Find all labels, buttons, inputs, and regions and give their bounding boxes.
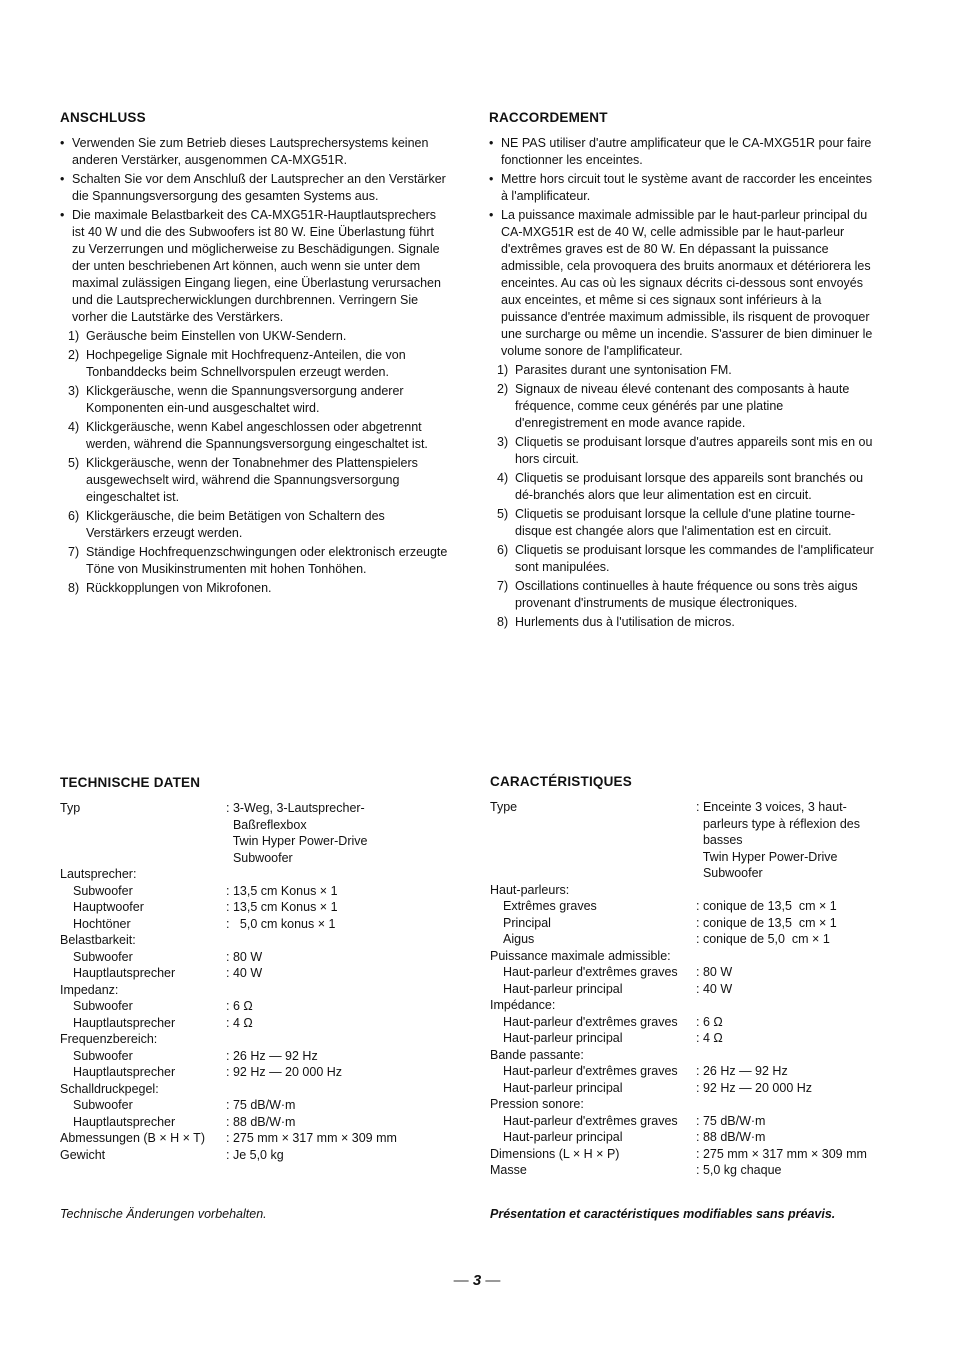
spec-row (490, 799, 890, 816)
spec-value: Twin Hyper Power-Drive (226, 834, 368, 848)
page-number-value: 3 (472, 1272, 482, 1289)
spec-row (60, 866, 460, 883)
anschluss-bullets (60, 135, 448, 326)
spec-row (490, 1063, 890, 1080)
spec-row (490, 865, 890, 882)
list-item (60, 455, 448, 506)
spec-row (490, 1096, 890, 1113)
spec-value: : 40 W (226, 966, 263, 980)
spec-row (60, 998, 460, 1015)
spec-value: : 3-Weg, 3-Lautsprecher- (226, 801, 365, 815)
spec-row (60, 833, 460, 850)
spec-row (490, 931, 890, 948)
spec-row (60, 1114, 460, 1131)
spec-label (490, 849, 696, 866)
spec-note: Présentation et caractéristiques modifiables sans préavis. (490, 1207, 836, 1221)
spec-row (490, 1080, 890, 1097)
spec-row (490, 882, 890, 899)
spec-value: : 6 Ω (226, 999, 253, 1013)
item-text: Klickgeräusche, wenn die Spannungsversorgung anderer Komponenten ein-und ausgeschaltet wird. (86, 384, 404, 415)
spec-row (490, 1030, 890, 1047)
spec-row (60, 1081, 460, 1098)
spec-label (490, 865, 696, 882)
spec-value (226, 932, 460, 949)
spec-value: : Enceinte 3 voices, 3 haut- (696, 800, 847, 814)
spec-value: : conique de 13,5 cm × 1 (696, 915, 837, 930)
spec-value: : Je 5,0 kg (226, 1147, 284, 1162)
item-text: Ständige Hochfrequenzschwingungen oder elektronisch erzeugte Töne von Musikinstrumenten mit hohen Tonhöhen. (86, 545, 448, 576)
spec-label (60, 833, 226, 850)
spec-value: Baßreflexbox (226, 817, 307, 832)
anschluss-numbered-list (60, 328, 448, 597)
spec-label: Schalldruckpegel: (60, 1081, 159, 1096)
raccordement-numbered-list (489, 362, 877, 631)
list-item (489, 362, 877, 379)
spec-row (490, 832, 890, 849)
spec-value: : 4 Ω (696, 1031, 723, 1045)
spec-label: Impédance: (490, 998, 556, 1012)
spec-label (60, 850, 226, 867)
spec-row (60, 982, 460, 999)
spec-label: Abmessungen (B × H × T) (60, 1131, 205, 1145)
spec-row (60, 1097, 460, 1114)
spec-row (60, 1015, 460, 1032)
list-item (60, 328, 448, 345)
spec-row (60, 800, 460, 817)
spec-row (490, 948, 890, 965)
item-text: Hurlements dus à l'utilisation de micros. (515, 615, 735, 629)
spec-value: : 75 dB/W·m (226, 1098, 296, 1112)
page-number (0, 1272, 954, 1289)
spec-value: : 88 dB/W·m (226, 1114, 296, 1129)
list-item: • NE PAS utiliser d'autre amplificateur que le CA-MXG51R pour faire fonctionner les enceintes. (489, 135, 877, 169)
caracteristiques-section (490, 774, 890, 1221)
item-number: 4) (497, 471, 509, 485)
page-dash-right: — (485, 1272, 501, 1289)
item-number: 3) (497, 435, 509, 449)
spec-label (490, 816, 696, 833)
item-number: 3) (68, 384, 80, 398)
spec-value: : 26 Hz — 92 Hz (696, 1064, 788, 1078)
anschluss-section (60, 110, 448, 599)
spec-value: : conique de 13,5 cm × 1 (696, 899, 837, 913)
item-text: Geräusche beim Einstellen von UKW-Sendern. (86, 329, 347, 343)
list-item (489, 470, 877, 504)
item-number: 6) (497, 543, 509, 557)
spec-value: : 80 W (226, 949, 263, 964)
list-item: • Verwenden Sie zum Betrieb dieses Lautsprechersystems keinen anderen Verstärker, ausgenommen CA-MXG51R. (60, 135, 448, 169)
spec-value: Twin Hyper Power-Drive (696, 849, 838, 864)
item-text: Cliquetis se produisant lorsque la cellule d'une platine tourne-disque est changée alors que l'alimentation est en circuit. (515, 507, 856, 538)
spec-value: : 92 Hz — 20 000 Hz (696, 1080, 813, 1095)
spec-label: Principal (503, 915, 551, 930)
spec-value: : 80 W (696, 965, 733, 979)
spec-label: Subwoofer (73, 1098, 133, 1112)
spec-label: Haut-parleur principal (503, 981, 623, 996)
spec-value: : 40 W (696, 981, 733, 996)
list-item (60, 347, 448, 381)
spec-label: Bande passante: (490, 1047, 584, 1062)
spec-label: Hauptwoofer (73, 900, 144, 914)
spec-row (490, 1162, 890, 1179)
spec-label: Hauptlautsprecher (73, 1065, 176, 1079)
item-number: 5) (497, 507, 509, 521)
spec-label (490, 832, 696, 849)
spec-value: : 5,0 cm konus × 1 (226, 916, 336, 931)
spec-row (490, 997, 890, 1014)
spec-value: : 13,5 cm Konus × 1 (226, 900, 338, 914)
spec-value: : 4 Ω (226, 1015, 253, 1030)
spec-value: Subwoofer (696, 866, 763, 880)
list-item (60, 419, 448, 453)
spec-label: Lautsprecher: (60, 867, 137, 881)
spec-label: Hauptlautsprecher (73, 966, 176, 980)
item-number: 7) (68, 545, 80, 559)
spec-label: Impedanz: (60, 982, 119, 997)
spec-row (490, 915, 890, 932)
spec-value: : 275 mm × 317 mm × 309 mm (696, 1146, 867, 1161)
spec-row (60, 850, 460, 867)
list-item (60, 544, 448, 578)
item-number: 8) (497, 615, 509, 629)
item-text: Signaux de niveau élevé contenant des composants à haute fréquence, comme ceux générés par une platine d'enregistrement en mode avance rapide. (515, 382, 850, 430)
item-number: 4) (68, 420, 80, 434)
caracteristiques-heading: CARACTÉRISTIQUES (490, 774, 632, 789)
item-text: Cliquetis se produisant lorsque les commandes de l'amplificateur sont manipulées. (515, 543, 874, 574)
item-number: 1) (497, 363, 509, 377)
spec-label: Haut-parleur principal (503, 1130, 623, 1144)
spec-row (490, 849, 890, 866)
spec-value (696, 1047, 890, 1064)
spec-label: Belastbarkeit: (60, 933, 136, 947)
raccordement-heading: RACCORDEMENT (489, 110, 608, 125)
spec-row (490, 1113, 890, 1130)
spec-label: Pression sonore: (490, 1097, 584, 1111)
spec-label: Gewicht (60, 1147, 106, 1162)
spec-value: : 26 Hz — 92 Hz (226, 1048, 318, 1063)
spec-value (226, 982, 460, 999)
item-number: 2) (68, 348, 80, 362)
list-item (489, 578, 877, 612)
spec-row (490, 1014, 890, 1031)
list-item: • Mettre hors circuit tout le système avant de raccorder les enceintes à l'amplificateur. (489, 171, 877, 205)
spec-row (60, 883, 460, 900)
item-number: 1) (68, 329, 80, 343)
spec-label: Subwoofer (73, 949, 133, 964)
spec-label: Aigus (503, 932, 535, 946)
list-item (489, 542, 877, 576)
item-number: 6) (68, 509, 80, 523)
spec-value: parleurs type à réflexion des (696, 816, 860, 831)
item-text: Cliquetis se produisant lorsque d'autres appareils sont mis en ou hors circuit. (515, 435, 873, 466)
spec-row (490, 898, 890, 915)
item-number: 5) (68, 456, 80, 470)
item-text: Hochpegelige Signale mit Hochfrequenz-Anteilen, die von Tonbanddecks beim Schnellvorspulen erzeugt werden. (86, 348, 406, 379)
list-item (489, 381, 877, 432)
spec-row (60, 899, 460, 916)
spec-value (226, 1031, 460, 1048)
item-number: 2) (497, 382, 509, 396)
spec-value: : 6 Ω (696, 1014, 723, 1029)
spec-label: Extrêmes graves (503, 899, 597, 913)
item-text: Cliquetis se produisant lorsque des appareils sont branchés ou dé-branchés alors que leur alimentation est en circuit. (515, 471, 864, 502)
spec-value: : 75 dB/W·m (696, 1113, 766, 1128)
spec-value (226, 866, 460, 883)
spec-value: : 88 dB/W·m (696, 1130, 766, 1144)
spec-table (60, 800, 460, 1163)
spec-value: : 92 Hz — 20 000 Hz (226, 1065, 343, 1079)
item-number: 8) (68, 581, 80, 595)
list-item (489, 506, 877, 540)
spec-row (60, 949, 460, 966)
anschluss-heading: ANSCHLUSS (60, 110, 146, 125)
spec-label: Typ (60, 801, 81, 815)
spec-label: Haut-parleur principal (503, 1080, 623, 1095)
spec-label: Haut-parleur d'extrêmes graves (503, 1064, 678, 1078)
spec-table (490, 799, 890, 1179)
spec-label: Type (490, 800, 518, 814)
spec-label: Haut-parleur d'extrêmes graves (503, 1014, 678, 1029)
spec-row (60, 932, 460, 949)
spec-label: Hauptlautsprecher (73, 1114, 176, 1129)
spec-label: Haut-parleurs: (490, 882, 570, 897)
spec-row (490, 981, 890, 998)
raccordement-bullets (489, 135, 877, 360)
spec-value: : 5,0 kg chaque (696, 1163, 782, 1177)
spec-row (490, 964, 890, 981)
spec-label: Subwoofer (73, 883, 133, 898)
spec-label: Frequenzbereich: (60, 1032, 158, 1046)
item-text: Oscillations continuelles à haute fréquence ou sons très aigus provenant d'instruments de musique électroniques. (515, 579, 858, 610)
spec-row (60, 1031, 460, 1048)
item-text: Klickgeräusche, wenn Kabel angeschlossen oder abgetrennt werden, während die Spannungsversorgung eingeschaltet ist. (86, 420, 428, 451)
spec-row (490, 1129, 890, 1146)
list-item: • Schalten Sie vor dem Anschluß der Lautsprecher an den Verstärker die Spannungsversorgung des gesamten Systems aus. (60, 171, 448, 205)
spec-label: Subwoofer (73, 999, 133, 1013)
spec-row (490, 1047, 890, 1064)
spec-row (60, 817, 460, 834)
spec-row (60, 916, 460, 933)
spec-row (60, 1147, 460, 1164)
spec-label: Hauptlautsprecher (73, 1015, 176, 1030)
technische-daten-section (60, 775, 460, 1221)
list-item (489, 434, 877, 468)
list-item (60, 383, 448, 417)
spec-row (490, 1146, 890, 1163)
spec-value: basses (696, 833, 743, 847)
spec-value (696, 1096, 890, 1113)
list-item (489, 614, 877, 631)
spec-label: Hochtöner (73, 916, 131, 931)
item-text: Rückkopplungen von Mikrofonen. (86, 581, 272, 595)
spec-value: : 275 mm × 317 mm × 309 mm (226, 1131, 397, 1145)
spec-row (60, 965, 460, 982)
spec-value: Subwoofer (226, 850, 293, 865)
spec-label: Dimensions (L × H × P) (490, 1146, 620, 1161)
spec-label: Puissance maximale admissible: (490, 948, 671, 963)
spec-value (696, 882, 890, 899)
technische-daten-heading: TECHNISCHE DATEN (60, 775, 201, 790)
spec-label (60, 817, 226, 834)
spec-value (696, 948, 890, 965)
spec-value: : 13,5 cm Konus × 1 (226, 883, 338, 898)
spec-value (696, 997, 890, 1014)
spec-value: : conique de 5,0 cm × 1 (696, 932, 830, 946)
spec-label: Haut-parleur d'extrêmes graves (503, 1113, 678, 1128)
spec-row (60, 1130, 460, 1147)
spec-note: Technische Änderungen vorbehalten. (60, 1207, 267, 1221)
raccordement-section (489, 110, 877, 633)
item-text: Klickgeräusche, die beim Betätigen von Schaltern des Verstärkers erzeugt werden. (86, 509, 385, 540)
spec-row (60, 1064, 460, 1081)
item-number: 7) (497, 579, 509, 593)
spec-row (490, 816, 890, 833)
page-dash-left: — (453, 1272, 469, 1289)
spec-label: Masse (490, 1163, 527, 1177)
spec-row (60, 1048, 460, 1065)
spec-value (226, 1081, 460, 1098)
spec-label: Subwoofer (73, 1048, 133, 1063)
item-text: Parasites durant une syntonisation FM. (515, 363, 732, 377)
list-item: • La puissance maximale admissible par le haut-parleur principal du CA-MXG51R est de 40 W, celle admissible par le haut-parleur d'extrêmes graves est de 80 W. En dépassant la puissance admissible, cela provoquera des bruits anormaux et détériorera les enceintes. Au cas où les signaux décrits ci-dessous sont envoyés aux enceintes, et même si ces signaux sont inférieurs à la puissance d'entrée maximum admissible, ils risquent de provoquer une surcharge ou même un incendie. S'assurer de bien diminuer le volume sonore de l'amplificateur. (489, 207, 877, 360)
list-item: • Die maximale Belastbarkeit des CA-MXG51R-Hauptlautsprechers ist 40 W und die des Subwoofers ist 80 W. Eine Überlastung führt zu Verzerrungen und möglicherweise zu Beschädigungen. Signale der unten beschriebenen Art können, auch wenn sie unter dem maximal zulässigen Eingang liegen, eine Überlastung verursachen und die Lautsprecherwicklungen durchbrennen. Verringern Sie vorher die Lautstärke des Verstärkers. (60, 207, 448, 326)
list-item (60, 580, 448, 597)
spec-label: Haut-parleur d'extrêmes graves (503, 965, 678, 979)
item-text: Klickgeräusche, wenn der Tonabnehmer des Plattenspielers ausgewechselt wird, während die Spannungsversorgung eingeschaltet ist. (86, 456, 418, 504)
list-item (60, 508, 448, 542)
spec-label: Haut-parleur principal (503, 1031, 623, 1045)
